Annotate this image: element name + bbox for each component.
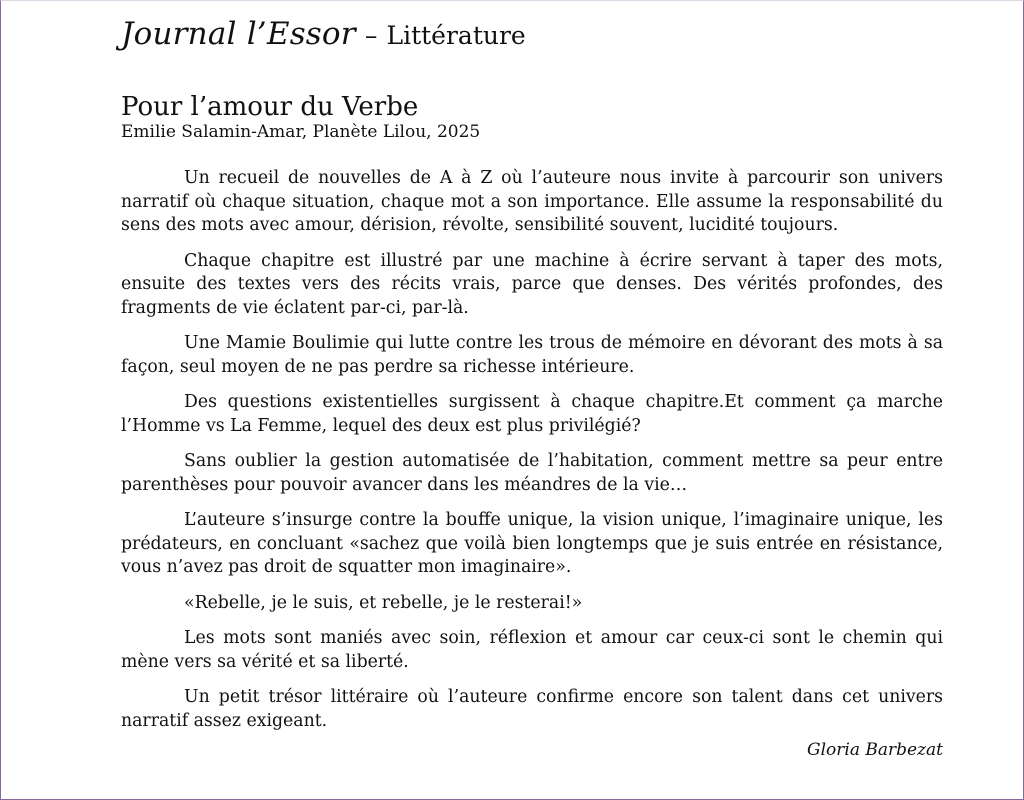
- article-title: Pour l’amour du Verbe: [121, 92, 419, 122]
- author-signature: Gloria Barbezat: [807, 740, 943, 760]
- paragraph-3[interactable]: Une Mamie Boulimie qui lutte contre les trous de mémoire en dévorant des mots à sa façon, seul moyen de ne pas perdre sa richesse intérieure.: [121, 333, 943, 377]
- section-name: Littérature: [386, 21, 526, 50]
- paragraph-8[interactable]: Les mots sont maniés avec soin, réflexion et amour car ceux-ci sont le chemin qui mène vers sa vérité et sa liberté.: [121, 628, 943, 672]
- masthead-separator: –: [364, 21, 378, 50]
- article-body[interactable]: [121, 167, 943, 733]
- masthead: [121, 14, 943, 54]
- paragraph-7[interactable]: «Rebelle, je le suis, et rebelle, je le resterai!»: [184, 592, 583, 613]
- paragraph-5[interactable]: Sans oublier la gestion automatisée de l’habitation, comment mettre sa peur entre parenthèses pour pouvoir avancer dans les méandres de la vie…: [121, 451, 943, 495]
- paragraph-2[interactable]: Chaque chapitre est illustré par une machine à écrire servant à taper des mots, ensuite des textes vers des récits vrais, parce que denses. Des vérités profondes, des fragments de vie éclatent par-ci, par-là.: [121, 250, 943, 318]
- article-byline: Emilie Salamin-Amar, Planète Lilou, 2025: [121, 122, 481, 142]
- paragraph-4[interactable]: Des questions existentielles surgissent à chaque chapitre.Et comment ça marche l’Homme vs La Femme, lequel des deux est plus privilégié?: [121, 392, 943, 436]
- paragraph-1[interactable]: Un recueil de nouvelles de A à Z où l’auteure nous invite à parcourir son univers narratif où chaque situation, chaque mot a son importance. Elle assume la responsabilité du sens des mots avec amour, dérision, révolte, sensibilité souvent, lucidité toujours.: [121, 168, 943, 235]
- paragraph-9[interactable]: Un petit trésor littéraire où l’auteure confirme encore son talent dans cet univers narratif assez exigeant.: [121, 687, 943, 731]
- paragraph-6[interactable]: L’auteure s’insurge contre la bouffe unique, la vision unique, l’imaginaire unique, les prédateurs, en concluant «sachez que voilà bien longtemps que je suis entrée en résistance, vous n’avez pas droit de squatter mon imaginaire».: [121, 510, 943, 577]
- journal-name: Journal l’Essor: [121, 16, 356, 52]
- document-page: [121, 14, 943, 761]
